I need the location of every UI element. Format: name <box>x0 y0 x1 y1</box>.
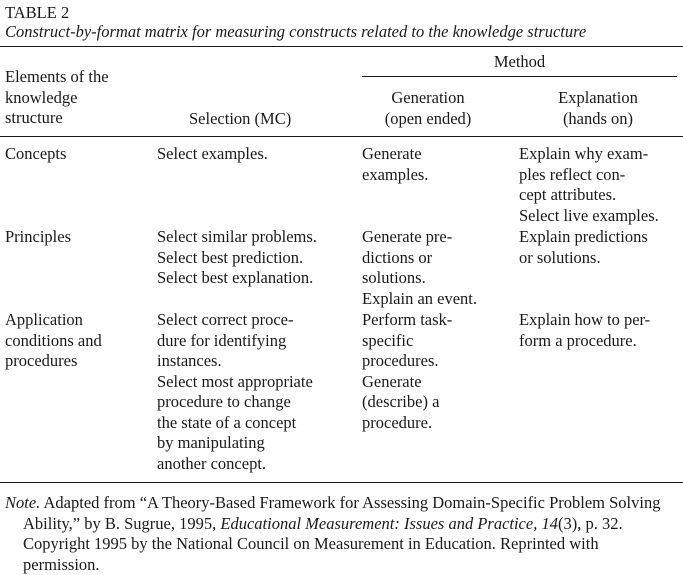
entry-line: form a procedure. <box>519 330 637 350</box>
row-concepts-selection <box>157 144 357 165</box>
entry-line: Generate <box>362 371 422 391</box>
header-explanation-line: Explanation <box>558 88 638 107</box>
entry-line: Select similar problems. <box>157 227 317 246</box>
row-application-selection <box>157 310 357 474</box>
element-line: procedures <box>5 351 78 370</box>
note-text-1: Adapted from “A Theory-Based Framework for Assessing Domain-Specific Problem Solving Ability,” by B. Sugrue, 1995, <box>23 493 661 533</box>
entry <box>157 310 357 372</box>
entry <box>157 227 357 248</box>
header-method: Method <box>493 52 546 71</box>
element-line: Principles <box>5 227 71 246</box>
entry-line: Explain why exam- <box>519 144 649 163</box>
entry-line: Select most appropriate <box>157 371 313 391</box>
row-application-explanation <box>519 310 683 351</box>
entry-line: solutions. <box>362 268 426 287</box>
row-principles-explanation <box>519 227 683 268</box>
header-stub-line: Elements of the <box>5 67 109 86</box>
header-rule <box>0 136 683 137</box>
entry <box>519 310 683 351</box>
entry-line: Generate <box>362 144 422 163</box>
header-stub-line: structure <box>5 108 63 127</box>
entry <box>362 310 512 372</box>
entry-line: or solutions. <box>519 247 601 267</box>
element-line: conditions and <box>5 330 102 350</box>
header-selection: Selection (MC) <box>189 109 292 128</box>
row-principles-element <box>5 227 71 248</box>
entry-line: dure for identifying <box>157 330 287 350</box>
header-generation-line: (open ended) <box>384 108 472 128</box>
entry-line: Explain how to per- <box>519 310 651 329</box>
entry <box>519 206 683 227</box>
entry-line: by manipulating <box>157 433 265 452</box>
entry <box>362 144 512 185</box>
row-concepts-element <box>5 144 66 165</box>
table-caption: Construct-by-format matrix for measuring constructs related to the knowledge structure <box>5 22 587 41</box>
entry-line: Explain predictions <box>519 227 648 246</box>
row-concepts-generation <box>362 144 512 185</box>
element-line: Application <box>5 310 83 329</box>
note-text-2: (3), p. 32. Copyright 1995 by the National Council on Measurement in Education. Reprinted with permission. <box>23 513 623 574</box>
entry <box>157 248 357 269</box>
element-entry <box>5 310 102 372</box>
entry-line: another concept. <box>157 453 267 473</box>
row-concepts-explanation <box>519 144 683 226</box>
entry-line: Select examples. <box>157 144 268 163</box>
entry-line: examples. <box>362 164 429 184</box>
entry-line: procedure. <box>362 412 433 432</box>
entry-line: Select best prediction. <box>157 247 304 267</box>
entry-line: dictions or <box>362 247 433 267</box>
element-line: Concepts <box>5 144 67 163</box>
header-stub-line: knowledge <box>5 87 78 107</box>
entry-line: procedure to change <box>157 392 291 411</box>
row-principles-generation <box>362 227 512 309</box>
entry-line: Select best explanation. <box>157 268 314 287</box>
header-generation <box>362 88 494 129</box>
top-rule <box>0 46 683 47</box>
entry <box>362 289 512 310</box>
entry-line: Explain an event. <box>362 288 478 308</box>
entry-line: cept attributes. <box>519 185 617 204</box>
entry <box>362 227 512 289</box>
header-explanation <box>518 88 678 129</box>
method-rule <box>362 76 677 77</box>
table-note <box>5 493 677 575</box>
header-explanation-line: (hands on) <box>562 108 634 128</box>
entry-line: Perform task- <box>362 310 453 329</box>
row-application-generation <box>362 310 512 433</box>
entry <box>519 227 683 268</box>
entry-line: specific <box>362 330 414 350</box>
entry-line: instances. <box>157 351 222 370</box>
row-principles-selection <box>157 227 357 289</box>
note-label: Note. <box>5 493 41 512</box>
entry <box>519 144 683 206</box>
entry-line: ples reflect con- <box>519 164 626 184</box>
bottom-rule <box>0 482 683 483</box>
header-stub <box>5 67 109 129</box>
entry-line: the state of a concept <box>157 412 297 432</box>
header-generation-line: Generation <box>391 88 465 107</box>
entry <box>157 268 357 289</box>
entry-line: procedures. <box>362 351 439 370</box>
entry-line: Select correct proce- <box>157 310 294 329</box>
entry <box>362 372 512 434</box>
table-label: TABLE 2 <box>5 3 70 22</box>
entry <box>157 372 357 475</box>
entry-line: Select live examples. <box>519 205 659 225</box>
entry-line: Generate pre- <box>362 227 453 246</box>
entry-line: (describe) a <box>362 392 440 411</box>
note-journal: Educational Measurement: Issues and Practice, 14 <box>220 513 558 533</box>
entry <box>157 144 357 165</box>
row-application-element <box>5 310 102 372</box>
